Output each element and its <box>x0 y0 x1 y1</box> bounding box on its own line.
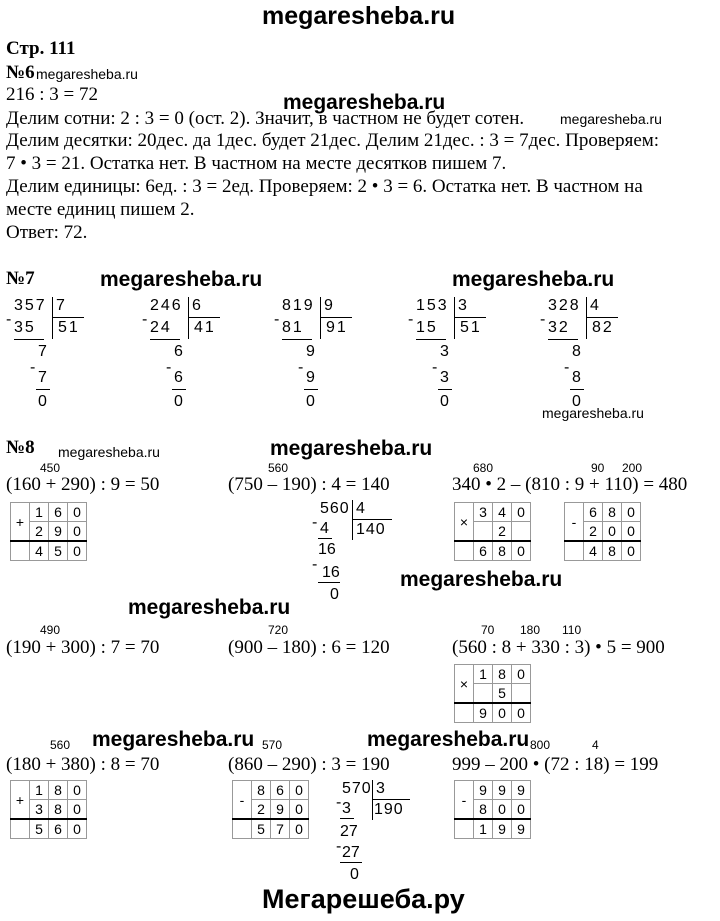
partial-product: 27 <box>342 844 360 861</box>
partial-product: 7 <box>38 369 47 386</box>
operator: × <box>455 503 474 542</box>
watermark: megaresheba.ru <box>400 568 563 591</box>
divisor: 9 <box>324 297 333 314</box>
task6-line: Делим единицы: 6ед. : 3 = 2ед. Проверяем: 2 • 3 = 6. Остатка нет. В частном на <box>6 176 643 197</box>
result-zero: 0 <box>38 393 47 410</box>
digit: 1 <box>30 781 49 800</box>
partial-product: 32 <box>548 319 570 336</box>
minus-sign: - <box>142 311 148 328</box>
dividend: 246 <box>150 297 183 314</box>
minus-sign: - <box>6 311 12 328</box>
remainder: 6 <box>174 343 183 360</box>
digit <box>512 522 531 542</box>
column-addition <box>10 502 87 561</box>
partial-product: 6 <box>174 369 183 386</box>
digit: 3 <box>474 503 493 522</box>
digit <box>512 684 531 704</box>
task6-line: 216 : 3 = 72 <box>6 84 98 105</box>
note: 90 <box>591 461 605 475</box>
quotient: 51 <box>58 319 80 336</box>
partial-product: 4 <box>320 520 329 537</box>
long-division <box>142 297 232 417</box>
note: 450 <box>40 461 61 475</box>
digit: 9 <box>49 522 68 542</box>
note: 800 <box>530 738 551 752</box>
partial-product: 81 <box>282 319 304 336</box>
dividend: 560 <box>320 500 350 517</box>
digit: 9 <box>512 781 531 800</box>
remainder: 16 <box>318 541 336 558</box>
result-zero: 0 <box>174 393 183 410</box>
dividend: 328 <box>548 297 581 314</box>
digit: 4 <box>493 503 512 522</box>
divisor: 7 <box>56 297 65 314</box>
digit: 0 <box>68 541 87 561</box>
watermark: megaresheba.ru <box>100 268 263 291</box>
partial-product: 16 <box>322 564 340 581</box>
long-division <box>6 297 96 417</box>
column-multiplication <box>454 664 531 723</box>
task6-line: 7 • 3 = 21. Остатка нет. В частном на месте десятков пишем 7. <box>6 153 507 174</box>
watermark: megaresheba.ru <box>128 596 291 619</box>
result-zero: 0 <box>440 393 449 410</box>
remainder: 27 <box>340 823 358 840</box>
note: 570 <box>262 738 283 752</box>
footer-brand: Мегарешеба.ру <box>262 884 465 914</box>
column-addition <box>10 780 87 839</box>
long-division <box>336 780 416 885</box>
note: 180 <box>520 623 541 637</box>
digit: 0 <box>512 541 531 561</box>
digit <box>474 684 493 704</box>
divisor: 6 <box>192 297 201 314</box>
remainder: 7 <box>38 343 47 360</box>
expression: 340 • 2 – (810 : 9 + 110) = 480 <box>452 474 688 495</box>
minus-sign: - <box>166 359 172 376</box>
digit: 0 <box>290 800 309 820</box>
minus-sign: - <box>564 359 570 376</box>
column-subtraction <box>454 780 531 839</box>
digit <box>474 522 493 542</box>
divisor: 4 <box>356 500 365 517</box>
operator: + <box>11 503 30 542</box>
watermark: megaresheba.ru <box>367 728 530 751</box>
digit: 9 <box>474 703 493 723</box>
digit: 9 <box>493 819 512 839</box>
watermark-small: megaresheba.ru <box>58 444 160 460</box>
digit: 4 <box>584 541 603 561</box>
digit: 0 <box>603 522 622 542</box>
digit: 8 <box>252 781 271 800</box>
long-division <box>540 297 630 417</box>
page-number: Стр. 111 <box>6 38 76 59</box>
result-zero: 0 <box>306 393 315 410</box>
minus-sign: - <box>432 359 438 376</box>
digit: 8 <box>603 541 622 561</box>
digit: 8 <box>603 503 622 522</box>
expression: (900 – 180) : 6 = 120 <box>228 637 390 658</box>
minus-sign: - <box>540 311 546 328</box>
digit: 9 <box>493 781 512 800</box>
digit: 6 <box>49 503 68 522</box>
expression: (750 – 190) : 4 = 140 <box>228 474 390 495</box>
minus-sign: - <box>336 838 342 855</box>
quotient: 91 <box>326 319 348 336</box>
digit: 9 <box>512 819 531 839</box>
divisor: 4 <box>590 297 599 314</box>
note: 200 <box>622 461 643 475</box>
digit: 0 <box>622 522 641 542</box>
quotient: 82 <box>592 319 614 336</box>
digit: 2 <box>584 522 603 542</box>
column-subtraction <box>232 780 309 839</box>
partial-product: 24 <box>150 319 172 336</box>
expression: (860 – 290) : 3 = 190 <box>228 754 390 775</box>
note: 560 <box>50 738 71 752</box>
partial-product: 15 <box>416 319 438 336</box>
operator: - <box>233 781 252 820</box>
task8-number: №8 <box>6 437 35 458</box>
digit: 0 <box>493 703 512 723</box>
long-division <box>274 297 364 417</box>
minus-sign: - <box>312 514 318 531</box>
watermark: megaresheba.ru <box>270 437 433 460</box>
task6-line: Делим сотни: 2 : 3 = 0 (ост. 2). Значит, в частном не будет сотен. <box>6 108 525 129</box>
partial-product: 3 <box>440 369 449 386</box>
watermark-small: megaresheba.ru <box>542 405 644 421</box>
watermark: megaresheba.ru <box>452 268 615 291</box>
digit: 0 <box>68 800 87 820</box>
expression: (560 : 8 + 330 : 3) • 5 = 900 <box>452 637 665 658</box>
operator: + <box>11 781 30 820</box>
watermark: megaresheba.ru <box>92 728 255 751</box>
digit: 0 <box>68 781 87 800</box>
column-multiplication <box>454 502 531 561</box>
note: 720 <box>268 623 289 637</box>
operator: × <box>455 665 474 704</box>
digit: 0 <box>68 503 87 522</box>
watermark-small: megaresheba.ru <box>36 66 138 82</box>
watermark: megaresheba.ru <box>283 91 446 114</box>
digit: 1 <box>30 503 49 522</box>
remainder: 3 <box>440 343 449 360</box>
digit: 0 <box>512 665 531 684</box>
digit: 8 <box>493 665 512 684</box>
watermark-small: megaresheba.ru <box>560 111 662 127</box>
minus-sign: - <box>298 359 304 376</box>
digit: 0 <box>512 703 531 723</box>
task6-number: №6 <box>6 62 35 83</box>
digit: 5 <box>30 819 49 839</box>
digit: 8 <box>49 800 68 820</box>
expression: (180 + 380) : 8 = 70 <box>6 754 160 775</box>
remainder: 8 <box>572 343 581 360</box>
long-division <box>312 500 402 605</box>
site-title: megaresheba.ru <box>262 2 456 30</box>
expression: (190 + 300) : 7 = 70 <box>6 637 160 658</box>
operator: - <box>565 503 584 542</box>
divisor: 3 <box>458 297 467 314</box>
digit: 6 <box>271 781 290 800</box>
note: 70 <box>481 623 495 637</box>
digit: 2 <box>252 800 271 820</box>
note: 4 <box>592 738 599 752</box>
digit: 0 <box>622 541 641 561</box>
digit: 5 <box>49 541 68 561</box>
result-zero: 0 <box>330 586 339 603</box>
digit: 0 <box>512 503 531 522</box>
minus-sign: - <box>30 359 36 376</box>
result-zero: 0 <box>572 393 581 410</box>
quotient: 41 <box>194 319 216 336</box>
digit: 0 <box>622 503 641 522</box>
digit: 6 <box>584 503 603 522</box>
column-subtraction <box>564 502 641 561</box>
minus-sign: - <box>408 311 414 328</box>
expression: (160 + 290) : 9 = 50 <box>6 474 160 495</box>
note: 680 <box>473 461 494 475</box>
partial-product: 35 <box>14 319 36 336</box>
digit: 2 <box>30 522 49 542</box>
digit: 6 <box>49 819 68 839</box>
result-zero: 0 <box>350 866 359 883</box>
digit: 1 <box>474 819 493 839</box>
dividend: 153 <box>416 297 449 314</box>
digit: 2 <box>493 522 512 542</box>
dividend: 819 <box>282 297 315 314</box>
dividend: 570 <box>342 780 372 797</box>
note: 110 <box>562 623 582 637</box>
digit: 0 <box>68 819 87 839</box>
digit: 9 <box>474 781 493 800</box>
partial-product: 8 <box>572 369 581 386</box>
remainder: 9 <box>306 343 315 360</box>
quotient: 51 <box>460 319 482 336</box>
digit: 0 <box>512 800 531 820</box>
digit: 8 <box>474 800 493 820</box>
note: 490 <box>40 623 61 637</box>
digit: 0 <box>290 819 309 839</box>
expression: 999 – 200 • (72 : 18) = 199 <box>452 754 659 775</box>
dividend: 357 <box>14 297 47 314</box>
digit: 8 <box>493 541 512 561</box>
digit: 5 <box>493 684 512 704</box>
digit: 4 <box>30 541 49 561</box>
quotient: 190 <box>374 801 404 818</box>
digit: 0 <box>493 800 512 820</box>
minus-sign: - <box>336 794 342 811</box>
minus-sign: - <box>274 311 280 328</box>
digit: 8 <box>49 781 68 800</box>
task6-line: месте единиц пишем 2. <box>6 199 195 220</box>
minus-sign: - <box>312 556 318 573</box>
divisor: 3 <box>376 780 385 797</box>
long-division <box>408 297 498 417</box>
digit: 1 <box>474 665 493 684</box>
digit: 0 <box>68 522 87 542</box>
digit: 6 <box>474 541 493 561</box>
digit: 3 <box>30 800 49 820</box>
digit: 9 <box>271 800 290 820</box>
digit: 0 <box>290 781 309 800</box>
note: 560 <box>268 461 289 475</box>
task6-answer: Ответ: 72. <box>6 222 88 243</box>
digit: 7 <box>271 819 290 839</box>
digit: 5 <box>252 819 271 839</box>
partial-product: 9 <box>306 369 315 386</box>
operator: - <box>455 781 474 820</box>
task6-line: Делим десятки: 20дес. да 1дес. будет 21дес. Делим 21дес. : 3 = 7дес. Проверяем: <box>6 130 660 151</box>
quotient: 140 <box>356 521 386 538</box>
task7-number: №7 <box>6 268 35 289</box>
partial-product: 3 <box>342 800 351 817</box>
